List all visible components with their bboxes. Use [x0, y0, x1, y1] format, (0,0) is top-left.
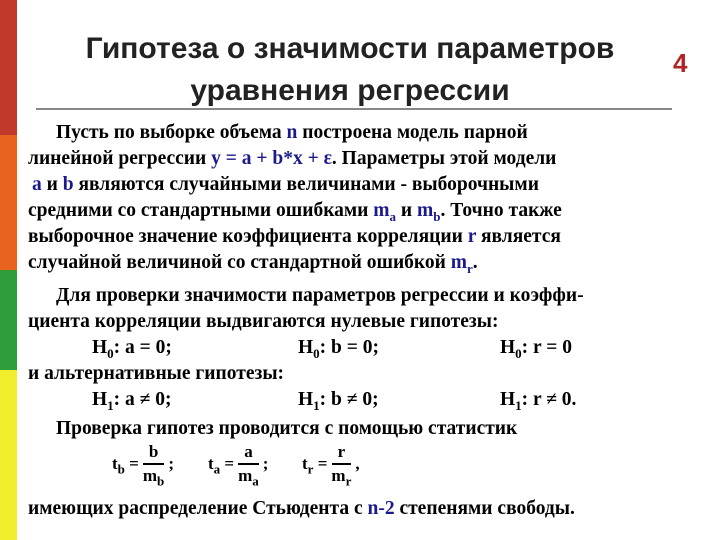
denominator — [238, 465, 259, 489]
paragraph-1-line-5 — [28, 224, 561, 250]
subscript: b — [157, 473, 165, 489]
text: степенями свободы. — [394, 498, 575, 519]
denominator — [142, 465, 165, 489]
paragraph-1-line-3 — [32, 172, 539, 198]
symbol-n: n — [286, 122, 298, 143]
text: : r = 0 — [521, 337, 572, 358]
title-divider — [36, 108, 672, 110]
fraction — [238, 442, 259, 489]
separator: ; — [168, 454, 174, 473]
title-line-2: уравнения регрессии — [190, 74, 510, 107]
separator: ; — [262, 454, 269, 473]
text: . Точно также — [440, 200, 562, 221]
decor-stripe-yellow — [0, 370, 17, 540]
text: . — [472, 252, 478, 273]
text: m — [373, 200, 390, 221]
subscript: 1 — [107, 397, 114, 413]
text: m — [142, 466, 158, 485]
null-hypothesis-b — [298, 335, 379, 361]
text: и — [396, 200, 418, 221]
text: = — [220, 454, 235, 473]
text: t — [112, 454, 118, 473]
subscript: 1 — [515, 397, 522, 413]
symbol-mr — [450, 252, 473, 276]
numerator: a — [238, 442, 259, 465]
text: построена модель парной — [297, 122, 528, 143]
alt-hypothesis-a — [92, 387, 172, 413]
final-line — [28, 496, 575, 522]
alt-hypothesis-r — [500, 387, 576, 413]
symbol-r: r — [467, 226, 477, 247]
text: является — [476, 226, 561, 247]
subscript: r — [307, 461, 314, 477]
text: H — [500, 337, 516, 358]
decor-stripe-orange — [0, 135, 17, 270]
text: H — [298, 389, 314, 410]
stat-label — [208, 454, 235, 477]
text: t — [302, 454, 308, 473]
statistic-tb — [112, 442, 174, 489]
text: = — [124, 454, 139, 473]
text: m — [238, 466, 253, 485]
text: : a ≠ 0; — [113, 389, 172, 410]
text: линейной регрессии — [28, 148, 212, 169]
text: случайной величиной со стандартной ошибкой — [28, 252, 451, 273]
symbol-mb — [417, 200, 441, 224]
decor-stripe-red — [0, 0, 17, 135]
subscript: 1 — [313, 397, 320, 413]
statistic-ta — [208, 442, 269, 489]
subscript: 0 — [313, 345, 320, 361]
text: H — [298, 337, 314, 358]
subscript: 0 — [515, 345, 522, 361]
text: H — [92, 337, 108, 358]
separator: , — [355, 454, 360, 473]
regression-equation: y = a + b*x + ε — [211, 148, 332, 169]
subscript: b — [433, 208, 441, 224]
alternative-hypotheses-line: и альтернативные гипотезы: — [28, 363, 285, 384]
symbol-a: a — [32, 174, 42, 195]
null-hypothesis-r — [500, 335, 572, 361]
paragraph-3: Проверка гипотез проводится с помощью статистик — [56, 418, 518, 439]
subscript: a — [389, 208, 397, 224]
text: : b ≠ 0; — [319, 389, 379, 410]
subscript: r — [467, 260, 473, 276]
paragraph-1-line-1 — [56, 120, 528, 146]
text: H — [500, 389, 516, 410]
text: : b = 0; — [319, 337, 379, 358]
numerator: r — [332, 442, 352, 465]
numerator: b — [143, 442, 164, 465]
subscript: 0 — [107, 345, 114, 361]
text: m — [331, 466, 346, 485]
stat-label — [112, 454, 139, 477]
degrees-of-freedom: n-2 — [367, 498, 395, 519]
symbol-b: b — [62, 174, 74, 195]
alt-hypothesis-b — [298, 387, 379, 413]
title-line-1: Гипотеза о значимости параметров — [85, 32, 615, 65]
text: : r ≠ 0. — [521, 389, 577, 410]
paragraph-2-line-1: Для проверки значимости параметров регрессии и коэффи- — [56, 285, 584, 306]
null-hypothesis-a — [92, 335, 172, 361]
paragraph-1-line-2 — [28, 146, 556, 172]
slide-number: 4 — [673, 48, 688, 78]
text: выборочное значение коэффициента корреляции — [28, 226, 468, 247]
text: m — [417, 200, 434, 221]
fraction — [331, 442, 352, 489]
statistic-tr — [302, 442, 360, 489]
subscript: r — [345, 473, 352, 489]
fraction — [142, 442, 165, 489]
text: являются случайными величинами - выборочными — [73, 174, 539, 195]
text: : a = 0; — [113, 337, 172, 358]
paragraph-1-line-6 — [28, 250, 478, 276]
text: Пусть по выборке объема — [56, 122, 287, 143]
stat-label — [302, 454, 328, 477]
text: средними со стандартными ошибками — [28, 200, 374, 221]
text: = — [313, 454, 328, 473]
subscript: a — [252, 473, 259, 489]
text: и — [41, 174, 63, 195]
subscript: a — [213, 461, 221, 477]
paragraph-1-line-4 — [28, 198, 562, 224]
text: m — [450, 252, 468, 273]
subscript: b — [117, 461, 125, 477]
denominator — [331, 465, 352, 489]
text: H — [92, 389, 108, 410]
slide-title — [40, 28, 660, 112]
text: . Параметры этой модели — [331, 148, 557, 169]
text: t — [208, 454, 214, 473]
decor-stripe-green — [0, 270, 17, 370]
paragraph-2-line-2: циента корреляции выдвигаются нулевые гипотезы: — [28, 311, 499, 332]
symbol-ma — [373, 200, 397, 224]
text: имеющих распределение Стьюдента с — [28, 498, 368, 519]
